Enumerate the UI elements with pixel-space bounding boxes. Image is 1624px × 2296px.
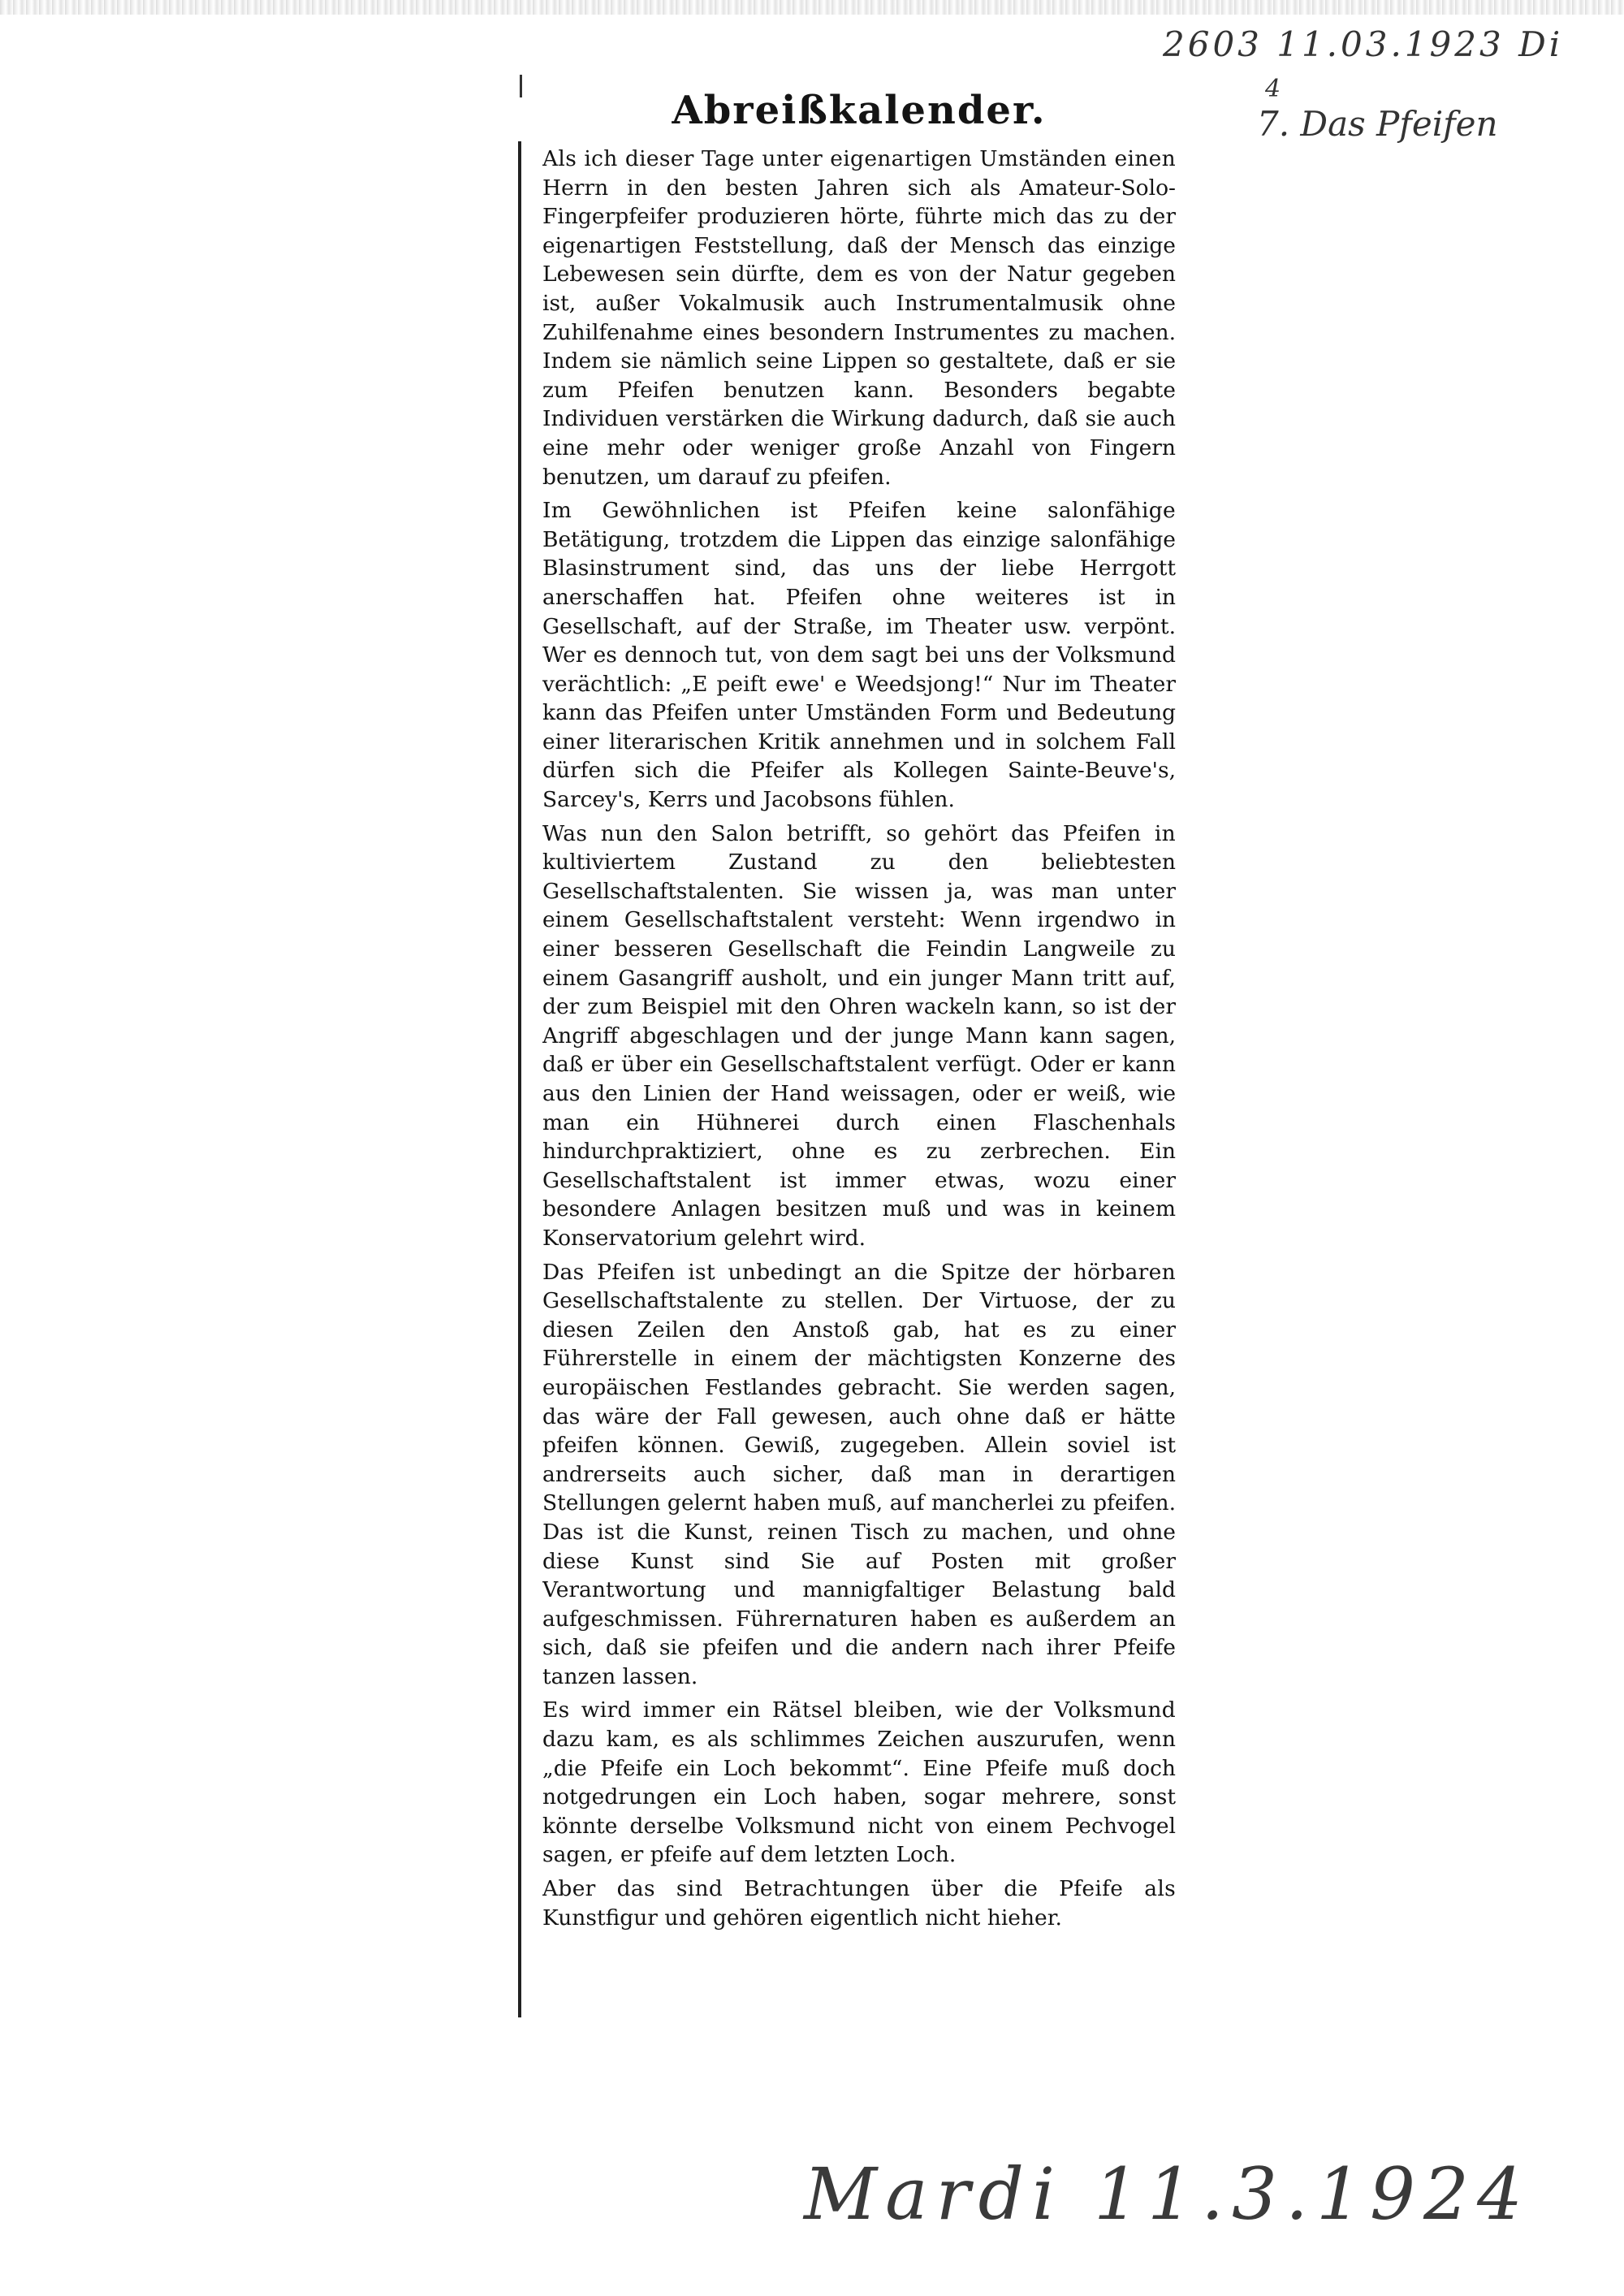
archive-note: 2603 11.03.1923 Di <box>1163 24 1564 64</box>
scan-edge-noise <box>0 0 1624 15</box>
newspaper-clipping <box>542 88 1176 2021</box>
article-paragraph-3: Was nun den Salon betrifft, so gehört das Pfeifen in kultiviertem Zustand zu den beliebtesten Gesellschaftstalenten. Sie wissen ja, was man unter einem Gesellschaftstalent versteht: Wenn irgendwo in einer besseren Gesellschaft die Feindin Langweile zu einem Gasangriff ausholt, und ein junger Mann tritt auf, der zum Beispiel mit den Ohren wackeln kann, so ist der Angriff abgeschlagen und der junge Mann kann sagen, daß er über ein Gesellschaftstalent verfügt. Oder er kann aus den Linien der Hand weissagen, oder er weiß, wie man ein Hühnerei durch einen Flaschenhals hindurchpraktiziert, ohne es zu zerbrechen. Ein Gesellschaftstalent ist immer etwas, wozu einer besondere Anlagen besitzen muß und was in keinem Konservatorium gelehrt wird. <box>542 820 1176 1251</box>
column-tick-mark <box>520 75 522 97</box>
article-headline: Abreißkalender. <box>672 88 1047 133</box>
article-paragraph-6: Aber das sind Betrachtungen über die Pfeife als Kunstfigur und gehören eigentlich nicht hieher. <box>542 1876 1176 1931</box>
topic-note: 7. Das Pfeifen <box>1257 104 1498 144</box>
article-paragraph-2: Im Gewöhnlichen ist Pfeifen keine salonfähige Betätigung, trotzdem die Lippen das einzige salonfähige Blasinstrument sind, das uns der liebe Herrgott anerschaffen hat. Pfeifen ohne weiteres ist in Gesellschaft, auf der Straße, im Theater usw. verpönt. Wer es dennoch tut, von dem sagt bei uns der Volksmund verächtlich: „E peift ewe' e Weedsjong!“ Nur im Theater kann das Pfeifen unter Umständen Form und Bedeutung einer literarischen Kritik annehmen und in solchem Fall dürfen sich die Pfeifer als Kollegen Sainte-Beuve's, Sarcey's, Kerrs und Jacobsons fühlen. <box>542 498 1176 813</box>
handwritten-date-note: Mardi 11.3.1924 <box>804 2152 1531 2236</box>
article-paragraph-1: Als ich dieser Tage unter eigenartigen Umständen einen Herrn in den besten Jahren sich als Amateur-Solo-Fingerpfeifer produzieren hörte, führte mich das zu der eigenartigen Feststellung, daß der Mensch das einzige Lebewesen sein dürfte, dem es von der Natur gegeben ist, außer Vokalmusik auch Instrumentalmusik ohne Zuhilfenahme eines besondern Instrumentes zu machen. Indem sie nämlich seine Lippen so gestaltete, daß er sie zum Pfeifen benutzen kann. Besonders begabte Individuen verstärken die Wirkung dadurch, daß sie auch eine mehr oder weniger große Anzahl von Fingern benutzen, um darauf zu pfeifen. <box>542 146 1176 490</box>
article-paragraph-4: Das Pfeifen ist unbedingt an die Spitze der hörbaren Gesellschaftstalente zu stellen. Der Virtuose, der zu diesen Zeilen den Anstoß gab, hat es zu einer Führerstelle in einem der mächtigsten Konzerne des europäischen Festlandes gebracht. Sie werden sagen, das wäre der Fall gewesen, auch ohne daß er hätte pfeifen können. Gewiß, zugegeben. Allein soviel ist andrerseits auch sicher, daß man in derartigen Stellungen gelernt haben muß, auf mancherlei zu pfeifen. Das ist die Kunst, reinen Tisch zu machen, und ohne diese Kunst sind Sie auf Posten mit großer Verantwortung und mannigfaltiger Belastung bald aufgeschmissen. Führernaturen haben es außerdem an sich, daß sie pfeifen und die andern nach ihrer Pfeife tanzen lassen. <box>542 1259 1176 1689</box>
number-note: 4 <box>1265 75 1281 103</box>
article-paragraph-5: Es wird immer ein Rätsel bleiben, wie der Volksmund dazu kam, es als schlimmes Zeichen auszurufen, wenn „die Pfeife ein Loch bekommt“. Eine Pfeife muß doch notgedrungen ein Loch haben, sogar mehrere, sonst könnte derselbe Volksmund nicht von einem Pechvogel sagen, er pfeife auf dem letzten Loch. <box>542 1697 1176 1868</box>
column-rule <box>518 141 521 2017</box>
